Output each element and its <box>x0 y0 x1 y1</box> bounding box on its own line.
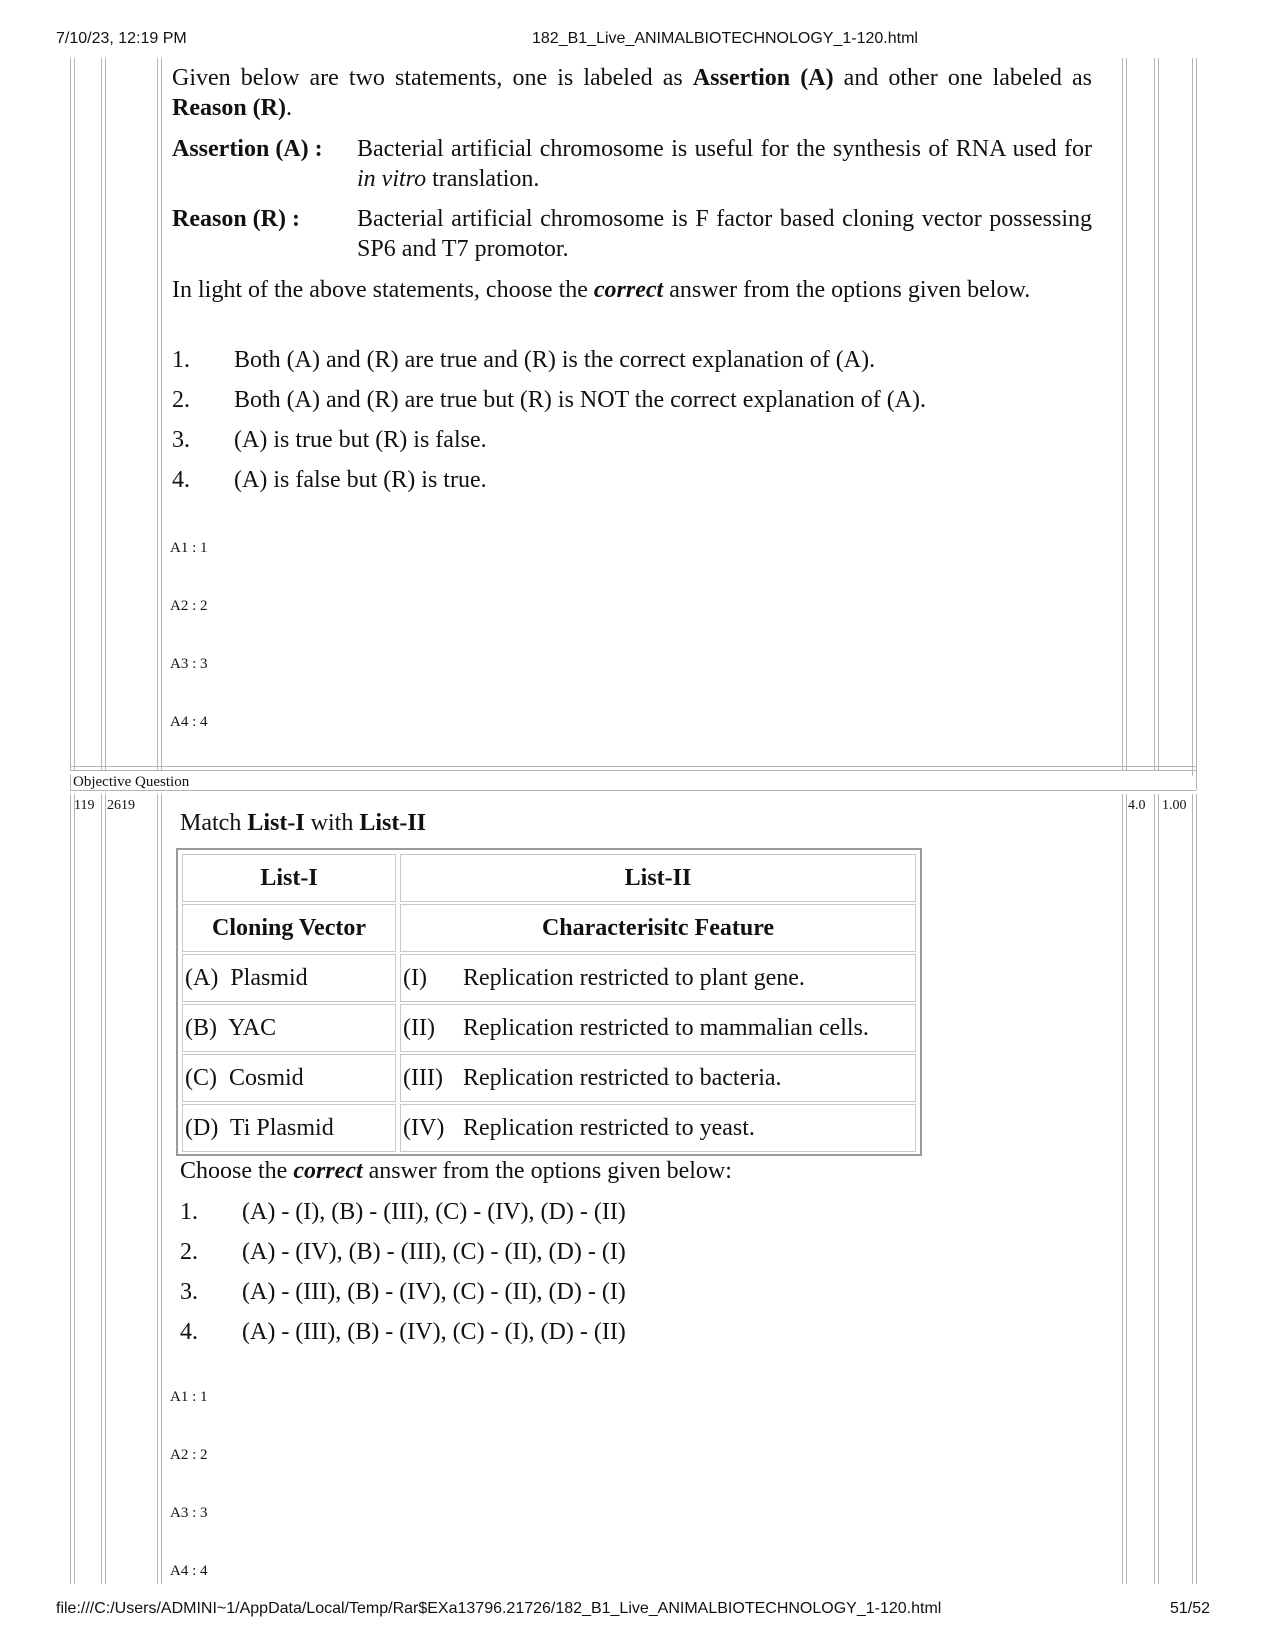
negative-marks: 1.00 <box>1162 798 1187 813</box>
grid-line <box>1122 58 1123 770</box>
table-cell-vector: (B) YAC <box>182 1004 396 1052</box>
grid-line <box>74 794 75 1584</box>
q119-answer-key: A4 : 4 <box>170 1563 208 1579</box>
grid-line <box>1196 794 1197 1584</box>
grid-line <box>105 794 106 1584</box>
q118-option-number: 2. <box>172 387 190 413</box>
q119-answer-key: A3 : 3 <box>170 1505 208 1521</box>
grid-line <box>1158 794 1159 1584</box>
question-serial: 119 <box>74 798 95 813</box>
grid-line <box>101 794 102 1584</box>
assertion-text: Bacterial artificial chromosome is useful for the synthesis of RNA used for in vitro translation. <box>357 136 1092 192</box>
q119-answer-key: A2 : 2 <box>170 1447 208 1463</box>
q119-option-text: (A) - (III), (B) - (IV), (C) - (II), (D) - (I) <box>242 1279 626 1305</box>
reason-text: Bacterial artificial chromosome is F factor based cloning vector possessing SP6 and T7 promotor. <box>357 206 1092 262</box>
print-doc-title: 182_B1_Live_ANIMALBIOTECHNOLOGY_1-120.html <box>532 30 918 47</box>
grid-line <box>70 770 1196 771</box>
grid-line <box>1196 774 1197 790</box>
grid-line <box>1126 794 1127 1584</box>
q119-option-text: (A) - (IV), (B) - (III), (C) - (II), (D) - (I) <box>242 1239 626 1265</box>
grid-line <box>74 58 75 770</box>
q118-intro: Given below are two statements, one is labeled as Assertion (A) and other one labeled as Reason (R). <box>172 65 1092 121</box>
grid-line <box>1154 794 1155 1584</box>
q119-option-number: 4. <box>180 1319 198 1345</box>
grid-line <box>1158 58 1159 770</box>
grid-line <box>157 794 158 1584</box>
grid-line <box>70 790 1196 791</box>
q118-answer-key: A1 : 1 <box>170 540 208 556</box>
table-cell-feature: (I) Replication restricted to plant gene. <box>400 954 916 1002</box>
print-datetime: 7/10/23, 12:19 PM <box>56 30 187 47</box>
table-cell-vector: (A) Plasmid <box>182 954 396 1002</box>
table-cell-feature: (IV) Replication restricted to yeast. <box>400 1104 916 1152</box>
table-subheader-feature: Characterisitc Feature <box>400 904 916 952</box>
grid-line <box>70 794 71 1584</box>
q119-option-number: 1. <box>180 1199 198 1225</box>
q119-title: Match List-I with List-II <box>180 810 427 836</box>
table-cell-vector: (C) Cosmid <box>182 1054 396 1102</box>
q119-option-text: (A) - (III), (B) - (IV), (C) - (I), (D) - (II) <box>242 1319 626 1345</box>
table-cell-feature: (III) Replication restricted to bacteria. <box>400 1054 916 1102</box>
grid-line <box>1122 794 1123 1584</box>
q119-instruction: Choose the correct answer from the options given below: <box>180 1158 732 1184</box>
assertion-label: Assertion (A) : <box>172 136 323 162</box>
grid-line <box>1126 58 1127 770</box>
q118-option-text: Both (A) and (R) are true but (R) is NOT the correct explanation of (A). <box>234 387 927 413</box>
section-label: Objective Question <box>73 774 190 790</box>
q118-option-text: (A) is true but (R) is false. <box>234 427 487 453</box>
reason-label: Reason (R) : <box>172 206 300 232</box>
q118-answer-key: A4 : 4 <box>170 714 208 730</box>
q119-option-number: 2. <box>180 1239 198 1265</box>
q118-option-text: Both (A) and (R) are true and (R) is the correct explanation of (A). <box>234 347 876 373</box>
q119-answer-key: A1 : 1 <box>170 1389 208 1405</box>
table-header-list2: List-II <box>400 854 916 902</box>
grid-line <box>1192 794 1193 1584</box>
q119-option-number: 3. <box>180 1279 198 1305</box>
grid-line <box>70 774 71 790</box>
q118-option-number: 3. <box>172 427 190 453</box>
grid-line <box>1196 58 1197 776</box>
grid-line <box>1192 58 1193 776</box>
q118-answer-key: A2 : 2 <box>170 598 208 614</box>
grid-line <box>157 58 158 770</box>
grid-line <box>105 58 106 770</box>
q118-answer-key: A3 : 3 <box>170 656 208 672</box>
match-table <box>176 848 922 1156</box>
grid-line <box>161 794 162 1584</box>
q118-option-number: 4. <box>172 467 190 493</box>
grid-line <box>1154 58 1155 770</box>
grid-line <box>101 58 102 770</box>
q118-option-number: 1. <box>172 347 190 373</box>
table-cell-vector: (D) Ti Plasmid <box>182 1104 396 1152</box>
q118-instruction: In light of the above statements, choose the correct answer from the options given below. <box>172 277 1031 303</box>
question-marks: 4.0 <box>1128 798 1146 813</box>
grid-line <box>70 58 71 770</box>
grid-line <box>70 766 1196 767</box>
grid-line <box>161 58 162 770</box>
question-id: 2619 <box>107 798 135 813</box>
table-subheader-vector: Cloning Vector <box>182 904 396 952</box>
table-header-list1: List-I <box>182 854 396 902</box>
print-file-path: file:///C:/Users/ADMINI~1/AppData/Local/Temp/Rar$EXa13796.21726/182_B1_Live_ANIMALBIOTECHNOLOGY_1-120.html <box>56 1600 942 1617</box>
q119-option-text: (A) - (I), (B) - (III), (C) - (IV), (D) - (II) <box>242 1199 626 1225</box>
page-number: 51/52 <box>1170 1600 1211 1617</box>
q118-option-text: (A) is false but (R) is true. <box>234 467 487 493</box>
table-cell-feature: (II) Replication restricted to mammalian cells. <box>400 1004 916 1052</box>
